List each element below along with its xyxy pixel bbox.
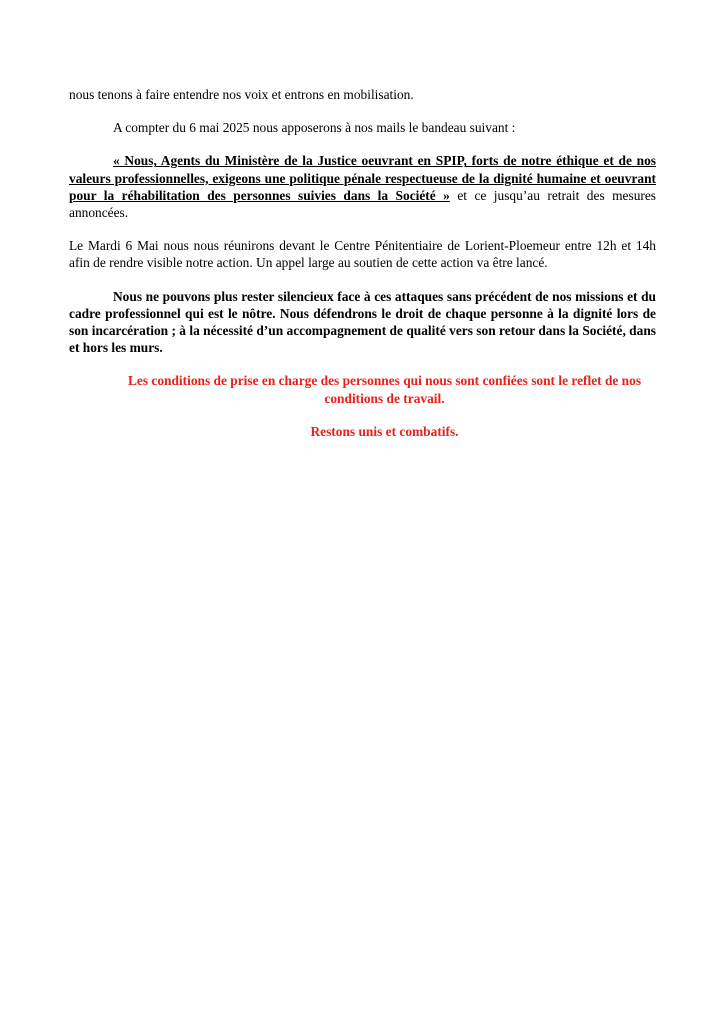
closing-paragraph: Restons unis et combatifs. <box>310 423 459 439</box>
banner-suffix: et ce jusqu’au retrait des mesures annoncées. <box>69 187 656 221</box>
statement-paragraph: Nous ne pouvons plus rester silencieux face à ces attaques sans précédent de nos missions et du cadre professionnel qui est le nôtre. Nous défendrons le droit de chaque personne à la dignité lors de son incarcération ; à la nécessité d’un accompagnement de qualité vers son retour dans la Société, dans et hors les murs. <box>69 288 656 356</box>
banner-quote: « Nous, Agents du Ministère de la Justice oeuvrant en SPIP, forts de notre éthique et de nos valeurs professionnelles, exigeons une politique pénale respectueuse de la dignité humaine et oeuvrant pour la réhabilitation des personnes suivies dans la Société » <box>69 153 656 203</box>
banner-paragraph <box>69 152 656 221</box>
document-page <box>69 86 656 440</box>
meeting-paragraph: Le Mardi 6 Mai nous nous réunirons devant le Centre Pénitentiaire de Lorient-Ploemeur entre 12h et 14h afin de rendre visible notre action. Un appel large au soutien de cette action va être lancé. <box>69 238 656 271</box>
conditions-paragraph: Les conditions de prise en charge des personnes qui nous sont confiées sont le reflet de nos conditions de travail. <box>127 373 642 406</box>
banner-intro-paragraph: A compter du 6 mai 2025 nous apposerons à nos mails le bandeau suivant : <box>113 120 516 136</box>
continuation-paragraph: nous tenons à faire entendre nos voix et entrons en mobilisation. <box>69 87 414 102</box>
